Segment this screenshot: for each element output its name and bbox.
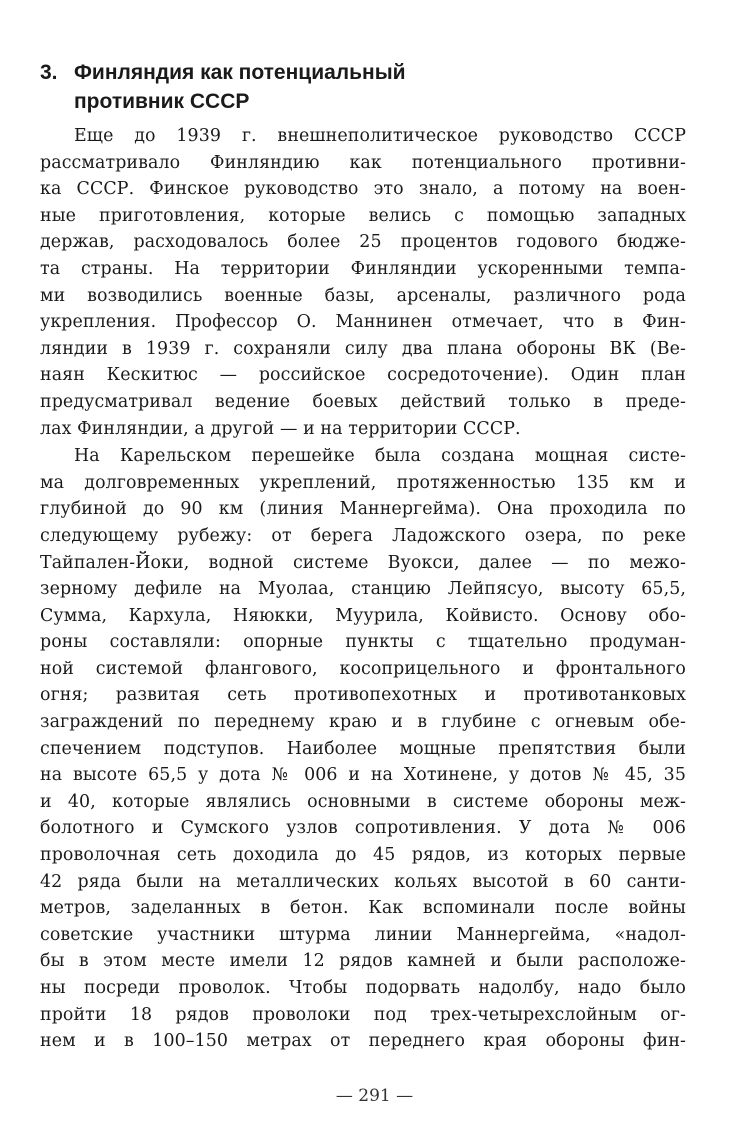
text-line: На Карельском перешейке была создана мощная систе- bbox=[74, 446, 686, 467]
text-line: ми возводились военные базы, арсеналы, различного рода bbox=[40, 285, 686, 306]
text-line: бы в этом месте имели 12 рядов камней и были расположе- bbox=[40, 951, 686, 972]
text-line: держав, расходовалось более 25 процентов годового бюдже- bbox=[40, 232, 686, 253]
text-line: советские участники штурма линии Маннергейма, «надол- bbox=[40, 924, 686, 945]
text-line: 42 ряда были на металлических кольях высотой в 60 санти- bbox=[40, 871, 686, 892]
text-line: Тайпален-Йоки, водной системе Вуокси, далее — по межо- bbox=[40, 552, 686, 573]
text-line: и 40, которые являлись основными в системе обороны меж- bbox=[40, 791, 686, 812]
text-line: та страны. На территории Финляндии ускоренными темпа- bbox=[40, 258, 686, 279]
text-line: ляндии в 1939 г. сохраняли силу два плана обороны ВК (Ве- bbox=[40, 338, 686, 359]
text-line: Еще до 1939 г. внешнеполитическое руководство СССР bbox=[74, 126, 686, 146]
text-line: роны составляли: опорные пункты с тщательно продуман- bbox=[40, 632, 686, 653]
text-line: ной системой флангового, косоприцельного и фронтального bbox=[40, 658, 686, 679]
text-line: на высоте 65,5 у дота № 006 и на Хотинене, у дотов № 45, 35 bbox=[40, 765, 686, 786]
page-number: — 291 — bbox=[335, 1086, 414, 1106]
paragraph bbox=[40, 443, 686, 1055]
paragraph bbox=[40, 123, 686, 442]
text-line: ны посреди проволок. Чтобы подорвать надолбу, надо было bbox=[40, 978, 686, 998]
text-line: ма долговременных укреплений, протяженностью 135 км и bbox=[40, 472, 686, 493]
section-title-line-1: Финляндия как потенциальный bbox=[74, 61, 406, 84]
text-line: наян Кескитюс — российское сосредоточение). Один план bbox=[40, 365, 686, 386]
text-line: предусматривал ведение боевых действий только в преде- bbox=[40, 391, 686, 412]
section-number: 3. bbox=[40, 61, 58, 84]
text-line: ка СССР. Финское руководство это знало, а потому на воен- bbox=[40, 179, 686, 200]
text-line: нем и в 100–150 метрах от переднего края обороны фин- bbox=[40, 1031, 686, 1052]
body-text bbox=[40, 123, 686, 1056]
section-heading bbox=[40, 58, 700, 116]
text-line: спечением подступов. Наиболее мощные препятствия были bbox=[40, 738, 686, 759]
text-line: огня; развитая сеть противопехотных и противотанковых bbox=[40, 685, 686, 706]
text-line: укрепления. Профессор О. Маннинен отмечает, что в Фин- bbox=[40, 312, 686, 333]
text-line: лах Финляндии, а другой — и на территории СССР. bbox=[40, 418, 521, 439]
text-line: метров, заделанных в бетон. Как вспоминали после войны bbox=[40, 898, 686, 919]
text-line: заграждений по переднему краю и в глубине с огневым обе- bbox=[40, 712, 686, 733]
text-line: глубиной до 90 км (линия Маннергейма). Она проходила по bbox=[40, 499, 686, 520]
text-line: болотного и Сумского узлов сопротивления. У дота № 006 bbox=[40, 818, 686, 839]
text-line: следующему рубежу: от берега Ладожского озера, по реке bbox=[40, 525, 686, 546]
text-line: рассматривало Финляндию как потенциального противни- bbox=[40, 152, 686, 173]
text-line: зерному дефиле на Муолаа, станцию Лейпясуо, высоту 65,5, bbox=[40, 579, 686, 600]
section-title-line-2: противник СССР bbox=[74, 90, 250, 113]
text-line: пройти 18 рядов проволоки под трех-четырехслойным ог- bbox=[40, 1004, 686, 1025]
text-line: ные приготовления, которые велись с помощью западных bbox=[40, 205, 686, 226]
text-line: проволочная сеть доходила до 45 рядов, из которых первые bbox=[40, 845, 686, 866]
text-line: Сумма, Кархула, Няюкки, Муурила, Койвисто. Основу обо- bbox=[40, 605, 686, 626]
